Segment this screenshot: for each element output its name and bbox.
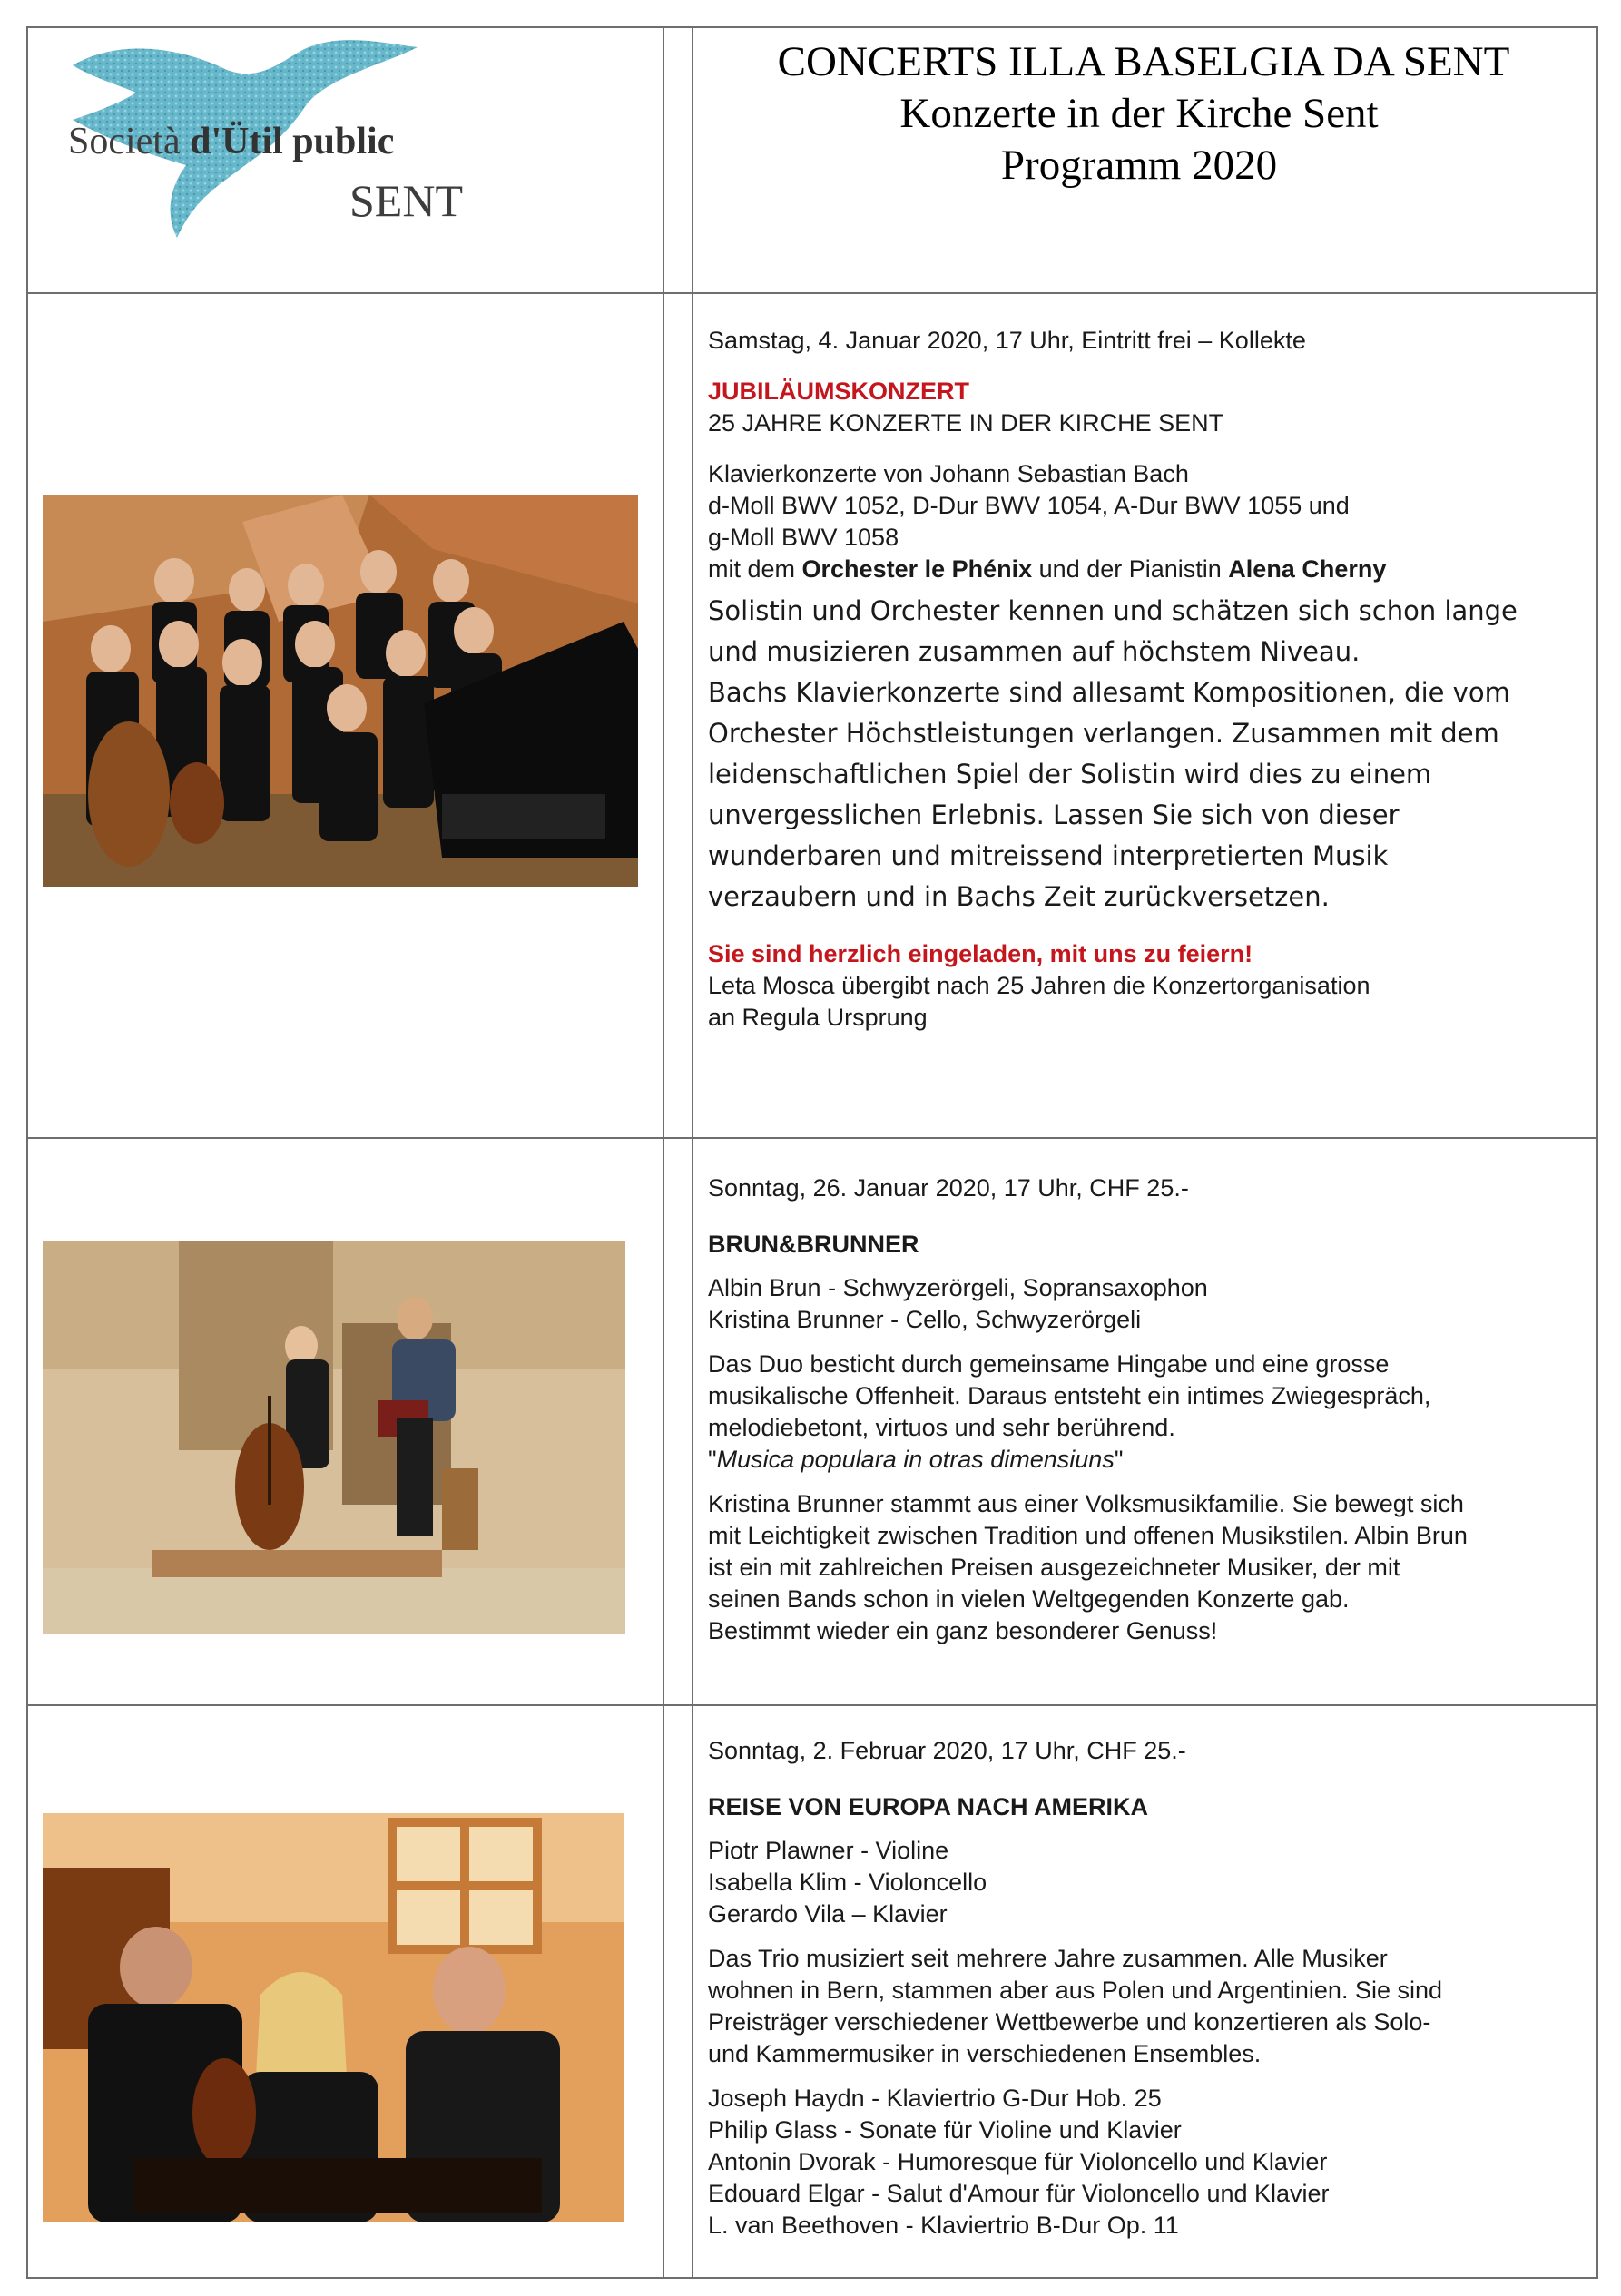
concert-title: JUBILÄUMSKONZERT <box>708 378 969 405</box>
quote: "Musica populara in otras dimensiuns" <box>708 1446 1124 1473</box>
description-line: und Kammermusiker in verschiedenen Ensembles. <box>708 2040 1262 2067</box>
program-line: Joseph Haydn - Klaviertrio G-Dur Hob. 25 <box>708 2085 1162 2112</box>
artist-line: Piotr Plawner - Violine <box>708 1837 949 1864</box>
column-divider <box>692 28 693 2277</box>
concert-3 <box>708 1735 1442 2242</box>
concert-subtitle: 25 JAHRE KONZERTE IN DER KIRCHE SENT <box>708 409 1224 437</box>
artist-line: Albin Brun - Schwyzerörgeli, Sopransaxophon <box>708 1274 1208 1301</box>
concert-title: BRUN&BRUNNER <box>708 1231 919 1258</box>
concert-date: Samstag, 4. Januar 2020, 17 Uhr, Eintritt frei – Kollekte <box>708 327 1306 354</box>
description-line: Das Duo besticht durch gemeinsame Hingabe und eine grosse <box>708 1350 1390 1378</box>
program-line: Philip Glass - Sonate für Violine und Klavier <box>708 2116 1182 2144</box>
note-text: Leta Mosca übergibt nach 25 Jahren die Konzertorganisation <box>708 972 1370 999</box>
description-line: Preisträger verschiedener Wettbewerbe und konzertieren als Solo- <box>708 2008 1431 2036</box>
program-line: Edouard Elgar - Salut d'Amour für Violoncello und Klavier <box>708 2180 1330 2207</box>
concert-description: Solistin und Orchester kennen und schätzen sich schon lange und musizieren zusammen auf höchstem Niveau. Bachs Klavierkonzerte sind allesamt Kompositionen, die vom Orchester Höchstleistungen verlangen. Zusammen mit dem leidenschaftlichen Spiel der Solistin wird dies zu einem unvergesslichen Erlebnis. Lassen Sie sich von dieser wunderbaren und mitreissend interpretierten Musik verzaubern und in Bachs Zeit zurückversetzen. <box>708 595 1518 912</box>
program-line: d-Moll BWV 1052, D-Dur BWV 1054, A-Dur BWV 1055 und <box>708 492 1350 519</box>
description-line: musikalische Offenheit. Daraus entsteht ein intimes Zwiegespräch, <box>708 1382 1431 1409</box>
page-title <box>690 36 1597 191</box>
description-line: Das Trio musiziert seit mehrere Jahre zusammen. Alle Musiker <box>708 1945 1388 1972</box>
duo-photo <box>43 1241 625 1634</box>
trio-photo <box>43 1813 624 2222</box>
program-line: L. van Beethoven - Klaviertrio B-Dur Op. 11 <box>708 2212 1179 2239</box>
note-text: an Regula Ursprung <box>708 1004 928 1031</box>
bio-line: mit Leichtigkeit zwischen Tradition und offenen Musikstilen. Albin Brun <box>708 1522 1468 1549</box>
program-line: g-Moll BWV 1058 <box>708 524 899 551</box>
description-line: melodiebetont, virtuos und sehr berührend. <box>708 1414 1175 1441</box>
logo-text-sent: SENT <box>349 175 463 226</box>
artist-line: Gerardo Vila – Klavier <box>708 1900 948 1928</box>
row-divider <box>28 1704 1596 1706</box>
title-line: Konzerte in der Kirche Sent <box>899 90 1379 137</box>
bio-line: seinen Bands schon in vielen Weltgegenden Konzerte gab. <box>708 1585 1350 1613</box>
bio-line: Bestimmt wieder ein ganz besonderer Genuss! <box>708 1617 1218 1644</box>
description-line: wohnen in Bern, stammen aber aus Polen und Argentinien. Sie sind <box>708 1977 1443 2004</box>
column-divider <box>663 28 664 2277</box>
program-line: mit dem Orchester le Phénix und der Pianistin Alena Cherny <box>708 555 1387 583</box>
invite-text: Sie sind herzlich eingeladen, mit uns zu feiern! <box>708 940 1253 967</box>
orchestra-photo <box>43 495 638 887</box>
concert-1 <box>708 325 1518 1034</box>
artist-line: Isabella Klim - Violoncello <box>708 1869 987 1896</box>
bio-line: ist ein mit zahlreichen Preisen ausgezeichneter Musiker, der mit <box>708 1554 1400 1581</box>
artist-line: Kristina Brunner - Cello, Schwyzerörgeli <box>708 1306 1142 1333</box>
row-divider <box>28 292 1596 294</box>
concert-title: REISE VON EUROPA NACH AMERIKA <box>708 1793 1149 1820</box>
logo-text: Società d'Ütil public <box>68 121 395 162</box>
title-line: Programm 2020 <box>1000 142 1278 189</box>
logo <box>36 29 490 247</box>
title-line: CONCERTS ILLA BASELGIA DA SENT <box>777 38 1510 85</box>
concert-date: Sonntag, 26. Januar 2020, 17 Uhr, CHF 25.- <box>708 1174 1189 1202</box>
row-divider <box>28 1137 1596 1139</box>
concert-2 <box>708 1173 1468 1647</box>
bio-line: Kristina Brunner stammt aus einer Volksmusikfamilie. Sie bewegt sich <box>708 1490 1464 1517</box>
program-line: Antonin Dvorak - Humoresque für Violoncello und Klavier <box>708 2148 1328 2175</box>
program-line: Klavierkonzerte von Johann Sebastian Bach <box>708 460 1189 487</box>
concert-date: Sonntag, 2. Februar 2020, 17 Uhr, CHF 25.- <box>708 1737 1186 1764</box>
